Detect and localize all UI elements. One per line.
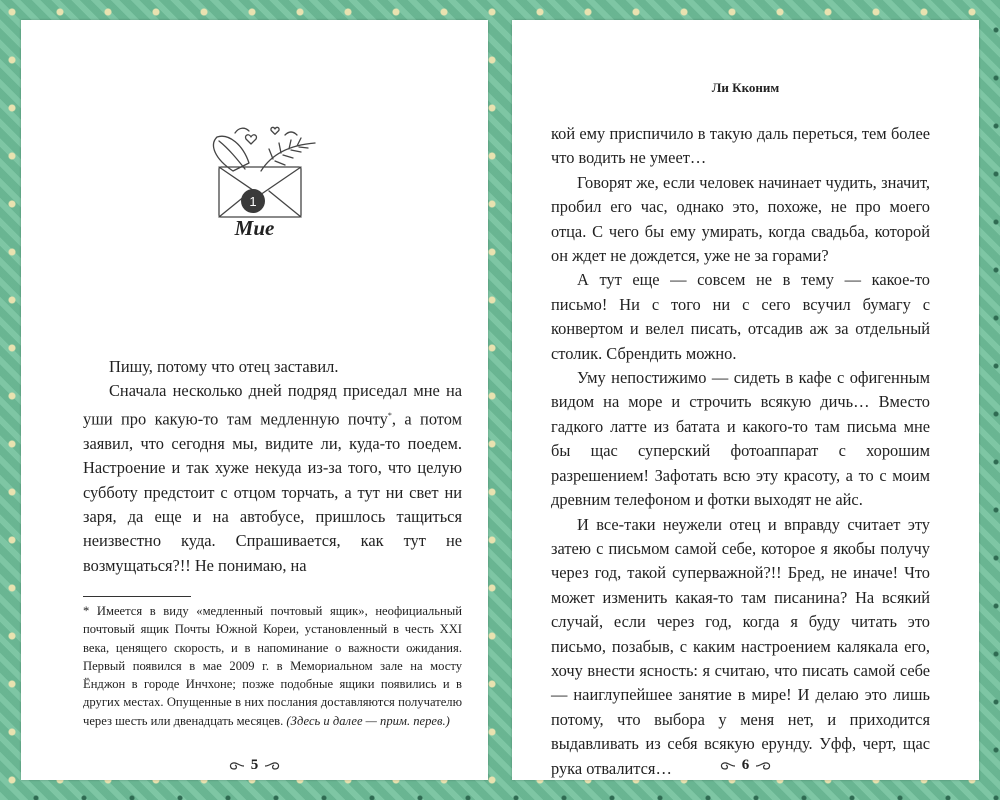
page-ornament-icon — [223, 761, 245, 771]
footnote — [83, 602, 462, 730]
page-number-right — [512, 757, 979, 774]
paragraph: Говорят же, если человек начинает чудить, значит, пробил его час, однако это, похоже, не про моего отца. С чего бы ему умирать, когда свадьба, которой он ждет не дождется, уже не за горами? — [551, 172, 930, 266]
paragraph: кой ему приспичило в такую даль переться, тем более что водить не умеет… — [551, 124, 930, 168]
paragraph: Уму непостижимо — сидеть в кафе с офигенным видом на море и строчить всякую дичь… Вместо гадкого латте из батата и какого-то там письма мне бы щас суперский фотоаппарат с хорошим разрешением! Зафотать всю эту красоту, а то с моим древним телефоном и фотки выходят не айс. — [551, 368, 930, 510]
right-body-text — [551, 122, 930, 781]
paragraph — [83, 379, 462, 578]
running-head: Ли Кконим — [711, 80, 780, 95]
page-number: 6 — [741, 757, 750, 774]
paragraph: Пишу, потому что отец заставил. — [109, 357, 339, 376]
left-page — [21, 20, 488, 780]
page-ornament-icon — [714, 761, 736, 771]
page-number-left — [21, 757, 488, 774]
footnote-main: * Имеется в виду «медленный почтовый ящик», неофициальный почтовый ящик Почты Южной Кореи, установленный в честь XXI века, ценящего скорость, и в напоминание о важности ожидания. Первый появился в мае 2009 г. в Мемориальном зале на мосту Ёнджон в городе Инчхоне; позже подобные ящики появились и в других местах. Опущенные в них послания доставляются получателю через шесть или двенадцать месяцев. — [83, 604, 462, 728]
chapter-title: Мие — [234, 216, 275, 240]
heart-icon — [246, 135, 257, 144]
paragraph-text: , а потом заявил, что сегодня мы, видите ли, куда-то поедем. Настроение и так хуже некуда из-за того, что целую субботу предстоит с отцом торчать, а тут ни свет ни заря, да еще и на автобусе, пришлось тащиться неизвестно куда. Спрашивается, как тут не возмущаться?!! Не понимаю, на — [83, 409, 462, 575]
footnote-mark: * — [387, 410, 392, 420]
paragraph: А тут еще — совсем не в тему — какое-то письмо! Ни с того ни с сего всучил бумагу с конвертом и велел писать, отсадив аж за отдельный столик. Сбрендить можно. — [551, 270, 930, 363]
left-body-text — [83, 355, 462, 578]
paragraph: И все-таки неужели отец и вправду считает эту затею с письмом самой себе, которое я якобы получу через год, такой суперважной?!! Бред, не иначе! Что может изменить какая-то там писанина? На всякий случай, если через год, когда я буду читать это письмо, позабыв, с каким настроением калякала его, хочу внести ясность: я считаю, что писать самой себе — наиглупейшее занятие в мире! И делаю это лишь потому, что выбора у меня нет, и приходится выдавливать из себя всякую ерунду. Уфф, черт, щас рука отвалится… — [551, 514, 930, 778]
right-page — [512, 20, 979, 780]
paragraph-text: Сначала несколько дней подряд приседал мне на уши про какую-то там медленную почту — [83, 381, 462, 429]
footnote-text — [83, 602, 462, 730]
page-ornament-icon — [264, 761, 286, 771]
page-number: 5 — [250, 757, 259, 774]
page-ornament-icon — [755, 761, 777, 771]
footnote-note: (Здесь и далее — прим. перев.) — [286, 713, 450, 728]
envelope-emblem-icon — [189, 115, 324, 220]
chapter-number: 1 — [249, 194, 257, 209]
footnote-divider — [83, 596, 191, 597]
